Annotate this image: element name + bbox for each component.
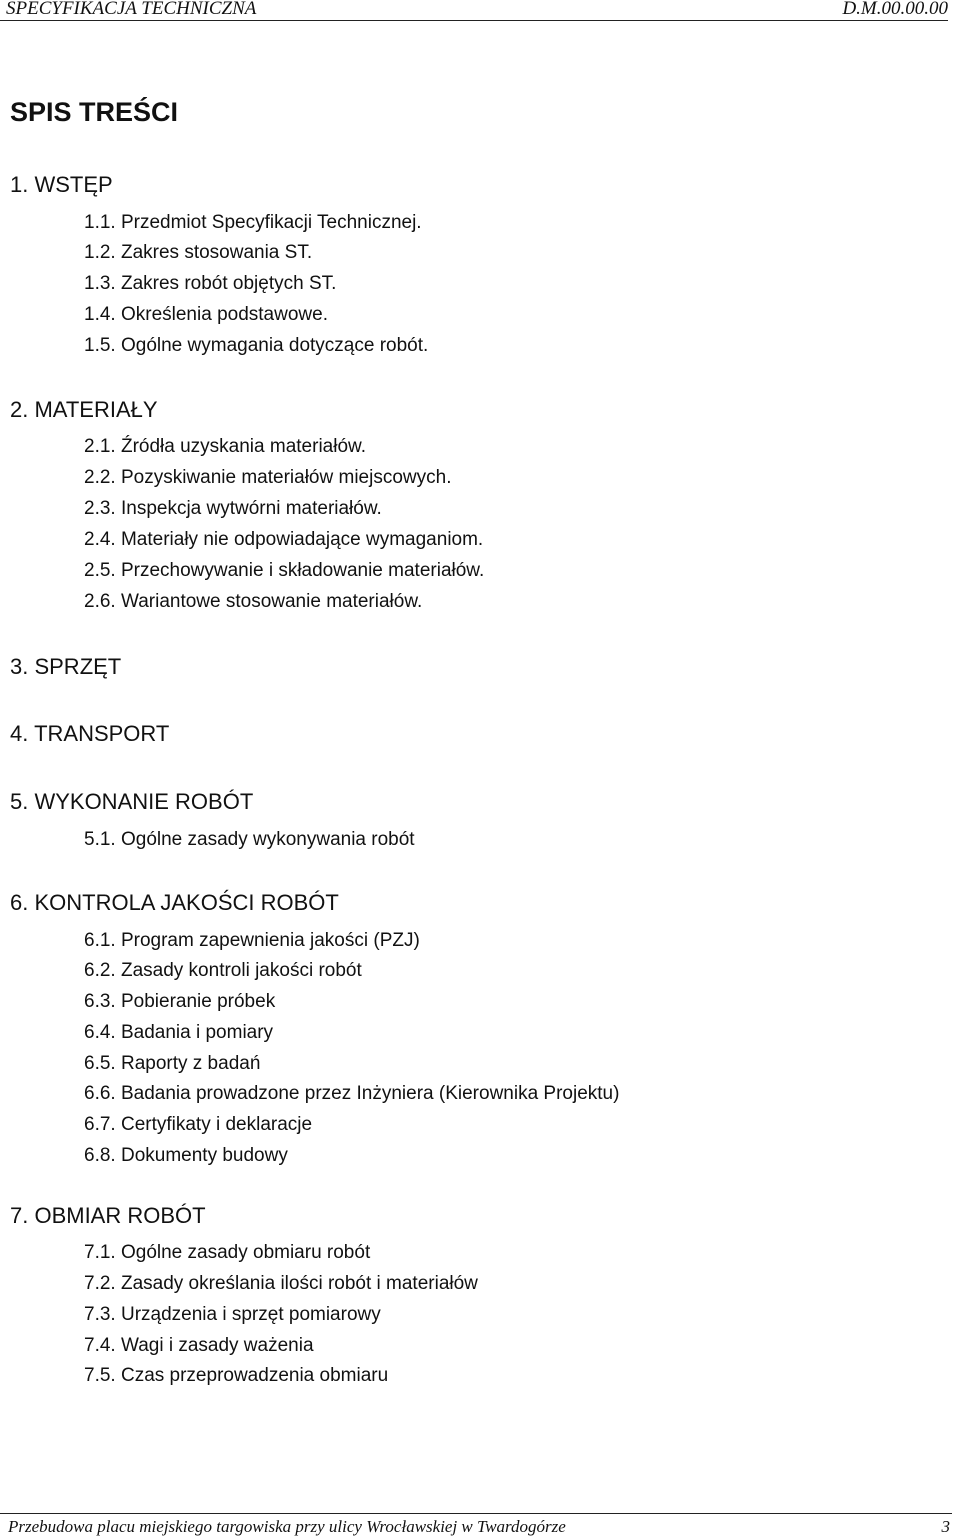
toc-subsection-5-1: 5.1. Ogólne zasady wykonywania robót [84, 829, 415, 850]
header-code: D.M.00.00.00 [842, 0, 948, 19]
toc-section-3: 3. SPRZĘT [10, 654, 122, 679]
toc-subsection-1-2: 1.2. Zakres stosowania ST. [84, 242, 313, 263]
toc-subsection-1-5: 1.5. Ogólne wymagania dotyczące robót. [84, 335, 429, 356]
toc-subsection-1-1: 1.1. Przedmiot Specyfikacji Technicznej. [84, 212, 422, 233]
toc-title: SPIS TREŚCI [10, 97, 179, 127]
toc-section-2: 2. MATERIAŁY [10, 397, 158, 422]
footer-project-title: Przebudowa placu miejskiego targowiska przy ulicy Wrocławskiej w Twardogórze [8, 1517, 566, 1536]
toc-section-1: 1. WSTĘP [10, 172, 113, 197]
toc-subsection-2-5: 2.5. Przechowywanie i składowanie materiałów. [84, 560, 485, 581]
toc-subsection-7-2: 7.2. Zasady określania ilości robót i materiałów [84, 1273, 478, 1294]
toc-subsection-6-2: 6.2. Zasady kontroli jakości robót [84, 960, 362, 981]
toc-section-5: 5. WYKONANIE ROBÓT [10, 789, 254, 814]
toc-subsection-7-5: 7.5. Czas przeprowadzenia obmiaru [84, 1365, 389, 1386]
header-title: SPECYFIKACJA TECHNICZNA [6, 0, 257, 19]
toc-subsection-1-4: 1.4. Określenia podstawowe. [84, 304, 328, 325]
toc-subsection-6-7: 6.7. Certyfikaty i deklaracje [84, 1114, 313, 1135]
toc-subsection-2-1: 2.1. Źródła uzyskania materiałów. [84, 436, 366, 457]
toc-subsection-2-3: 2.3. Inspekcja wytwórni materiałów. [84, 498, 382, 519]
page-header [0, 0, 948, 21]
toc-subsection-6-8: 6.8. Dokumenty budowy [84, 1145, 288, 1166]
toc-subsection-2-2: 2.2. Pozyskiwanie materiałów miejscowych. [84, 467, 452, 488]
toc-subsection-6-1: 6.1. Program zapewnienia jakości (PZJ) [84, 930, 420, 951]
toc-subsection-6-5: 6.5. Raporty z badań [84, 1053, 261, 1074]
toc-section-7: 7. OBMIAR ROBÓT [10, 1203, 206, 1228]
page-number: 3 [941, 1517, 950, 1536]
toc-subsection-1-3: 1.3. Zakres robót objętych ST. [84, 273, 337, 294]
toc-section-6: 6. KONTROLA JAKOŚCI ROBÓT [10, 890, 339, 915]
toc-subsection-7-1: 7.1. Ogólne zasady obmiaru robót [84, 1242, 371, 1263]
toc-subsection-2-6: 2.6. Wariantowe stosowanie materiałów. [84, 591, 423, 612]
toc-subsection-2-4: 2.4. Materiały nie odpowiadające wymaganiom. [84, 529, 484, 550]
page-footer [0, 1513, 952, 1536]
toc-subsection-6-3: 6.3. Pobieranie próbek [84, 991, 276, 1012]
toc-section-4: 4. TRANSPORT [10, 721, 170, 746]
toc-subsection-6-4: 6.4. Badania i pomiary [84, 1022, 274, 1043]
toc-subsection-7-3: 7.3. Urządzenia i sprzęt pomiarowy [84, 1304, 381, 1325]
toc-subsection-6-6: 6.6. Badania prowadzone przez Inżyniera (Kierownika Projektu) [84, 1083, 620, 1104]
toc-subsection-7-4: 7.4. Wagi i zasady ważenia [84, 1335, 314, 1356]
